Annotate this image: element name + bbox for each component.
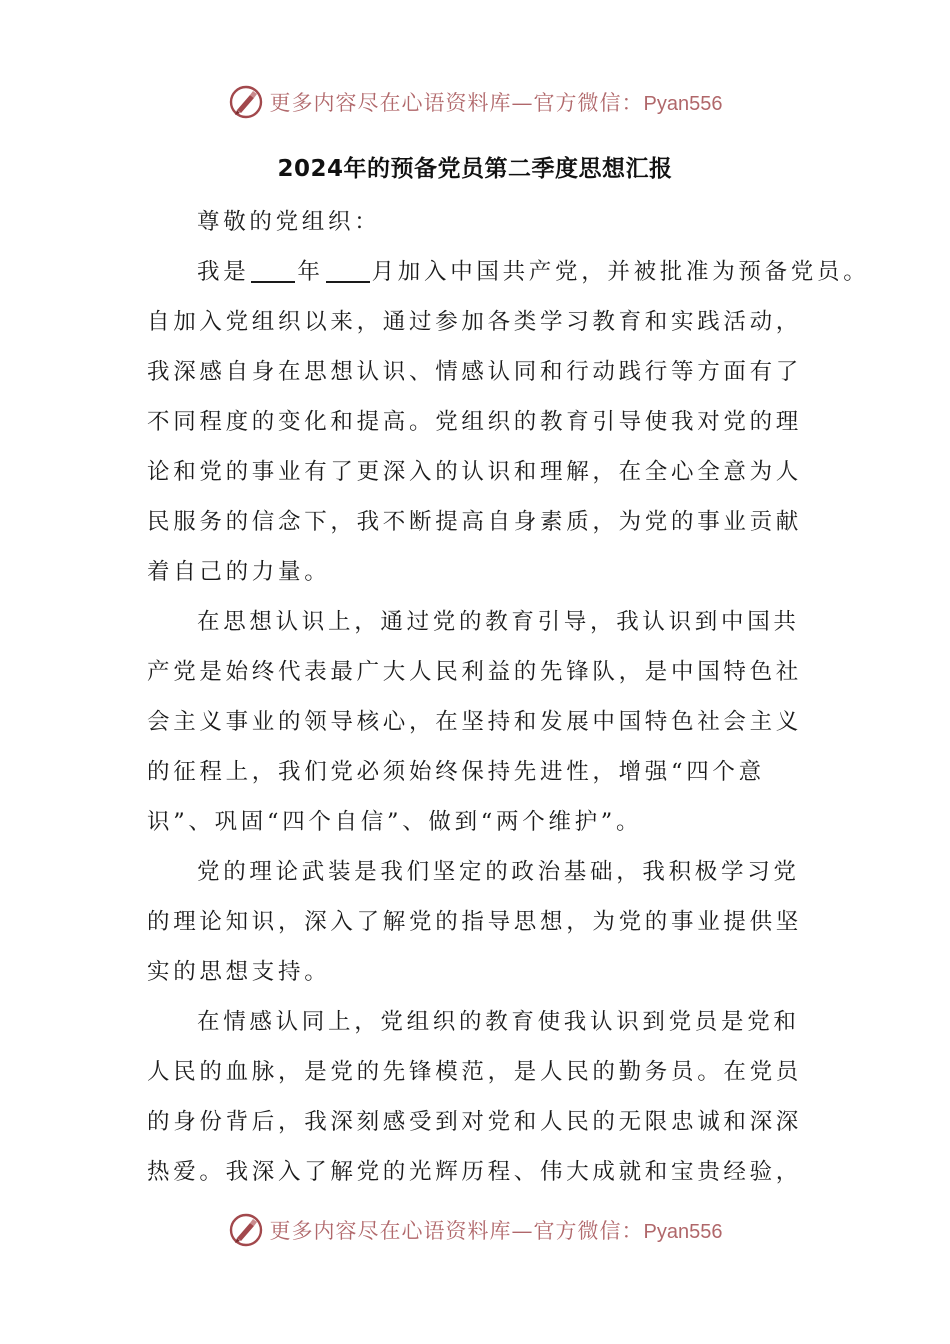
pen-logo-icon	[228, 84, 264, 120]
paragraph-1-line: 论和党的事业有了更深入的认识和理解，在全心全意为人	[147, 459, 803, 485]
pen-logo-icon	[228, 1212, 264, 1248]
paragraph-1-line: 我是 年 月加入中国共产党，并被批准为预备党员。	[197, 259, 870, 285]
paragraph-3-line: 的理论知识，深入了解党的指导思想，为党的事业提供坚	[147, 909, 803, 935]
paragraph-4-line: 热爱。我深入了解党的光辉历程、伟大成就和宝贵经验，	[147, 1159, 803, 1185]
watermark-text: 更多内容尽在心语资料库—官方微信：Pyan556	[269, 91, 723, 115]
document-title: 2024年的预备党员第二季度思想汇报	[277, 156, 673, 182]
paragraph-2-line: 会主义事业的领导核心，在坚持和发展中国特色社会主义	[147, 709, 803, 735]
paragraph-3-line: 实的思想支持。	[147, 959, 331, 985]
paragraph-1-line: 我深感自身在思想认识、情感认同和行动践行等方面有了	[147, 359, 803, 385]
header-watermark	[0, 80, 950, 124]
fill-in-blank	[251, 281, 295, 283]
paragraph-1-line: 着自己的力量。	[147, 559, 331, 585]
paragraph-4-line: 的身份背后，我深刻感受到对党和人民的无限忠诚和深深	[147, 1109, 803, 1135]
paragraph-1-line: 不同程度的变化和提高。党组织的教育引导使我对党的理	[147, 409, 803, 435]
paragraph-2-line: 的征程上，我们党必须始终保持先进性，增强“四个意	[147, 759, 765, 785]
paragraph-4-line: 在情感认同上，党组织的教育使我认识到党员是党和	[197, 1009, 800, 1035]
paragraph-4-line: 人民的血脉，是党的先锋模范，是人民的勤务员。在党员	[147, 1059, 803, 1085]
paragraph-1-line: 自加入党组织以来，通过参加各类学习教育和实践活动，	[147, 309, 803, 335]
salutation: 尊敬的党组织：	[197, 209, 381, 235]
paragraph-2-line: 在思想认识上，通过党的教育引导，我认识到中国共	[197, 609, 800, 635]
paragraph-1-line: 民服务的信念下，我不断提高自身素质，为党的事业贡献	[147, 509, 803, 535]
footer-watermark	[0, 1208, 950, 1252]
fill-in-blank	[326, 281, 370, 283]
watermark-text: 更多内容尽在心语资料库—官方微信：Pyan556	[269, 1219, 723, 1243]
document-body	[147, 197, 870, 1197]
paragraph-2-line: 产党是始终代表最广大人民利益的先锋队，是中国特色社	[147, 659, 803, 685]
paragraph-3-line: 党的理论武装是我们坚定的政治基础，我积极学习党	[197, 859, 800, 885]
paragraph-2-line: 识”、巩固“四个自信”、做到“两个维护”。	[147, 809, 643, 835]
